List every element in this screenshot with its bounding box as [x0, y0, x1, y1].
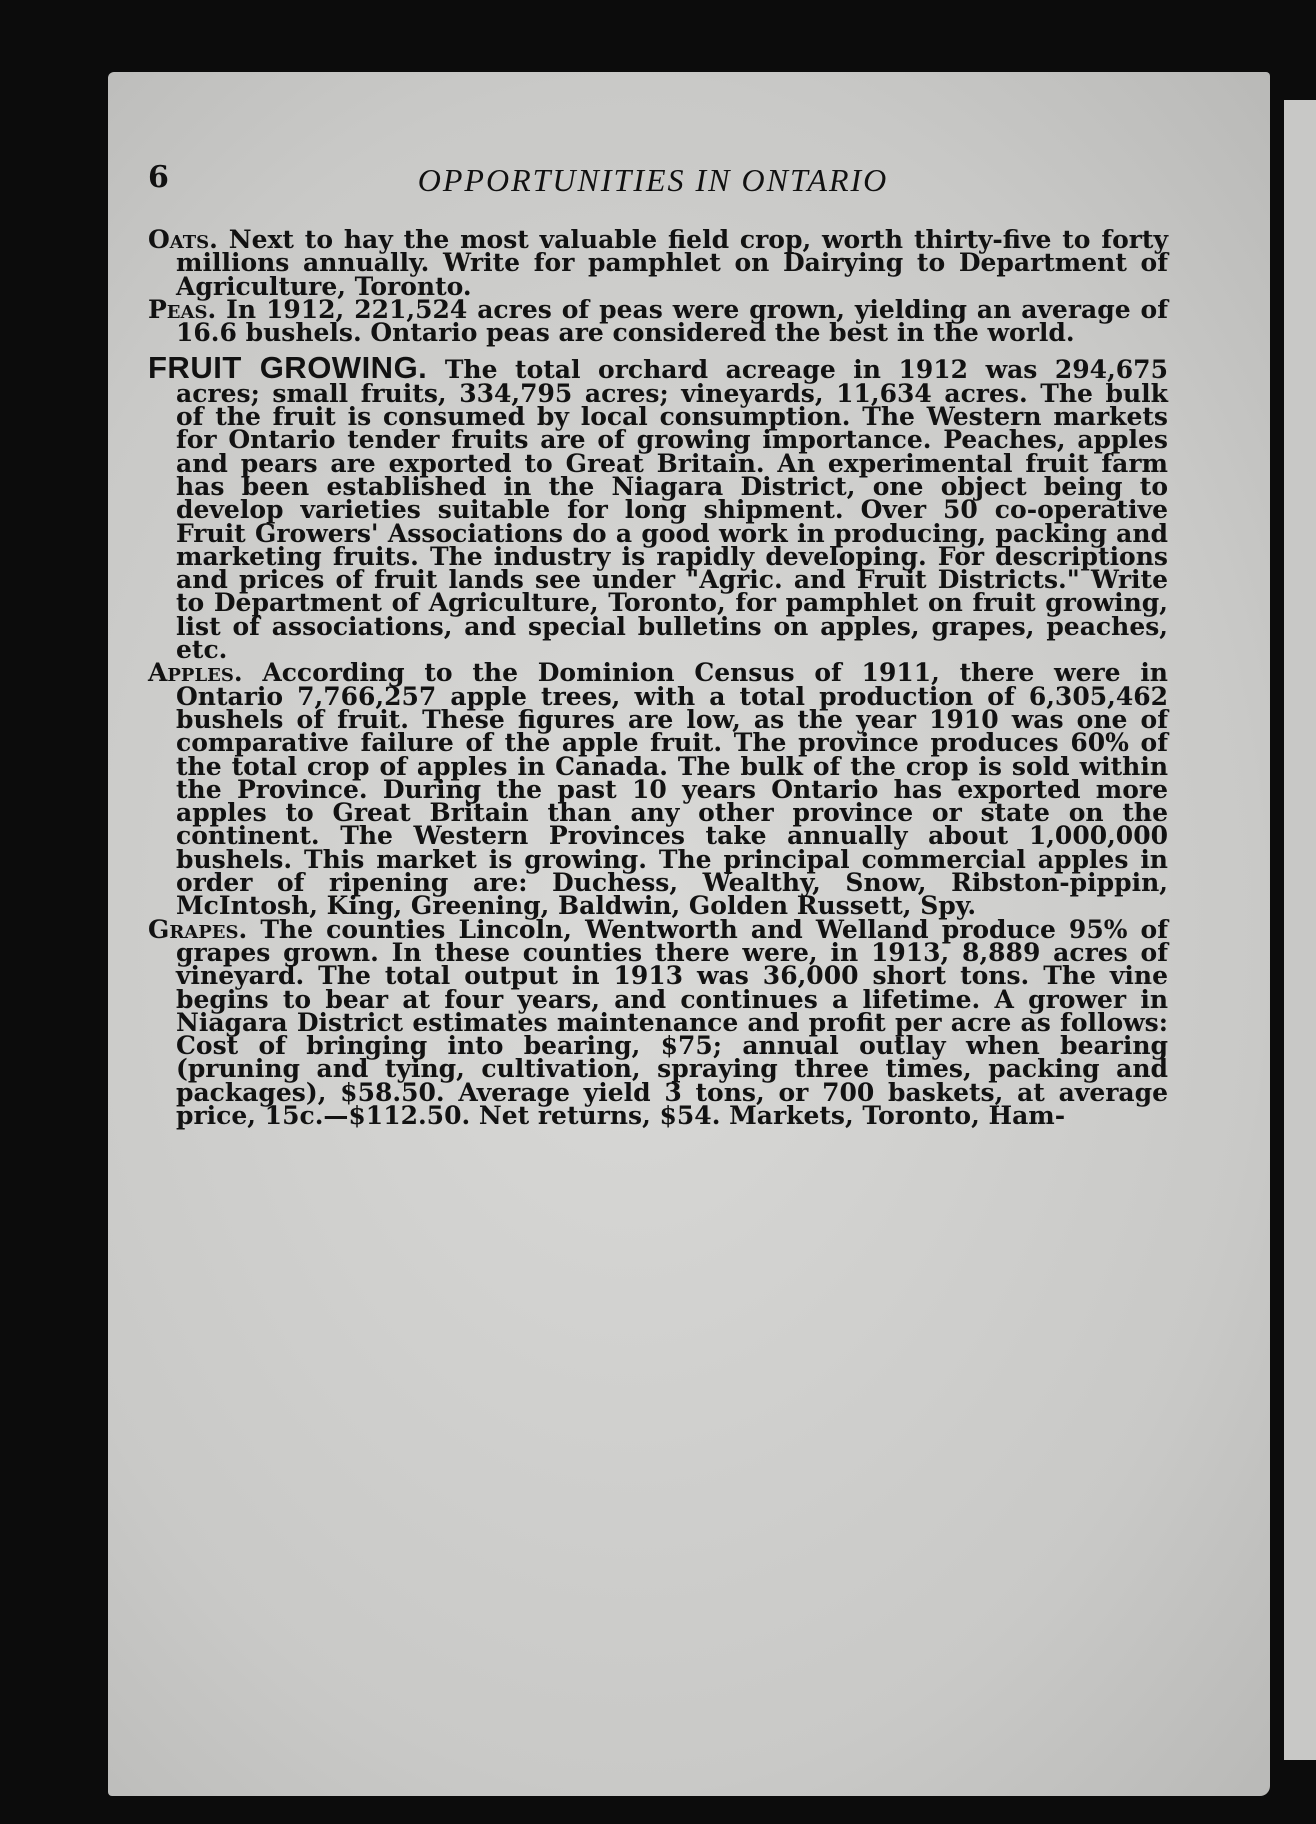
- entry-text: The total orchard acreage in 1912 was 294,675 acres; small fruits, 334,795 acres; vineyards, 11,634 acres. The bulk of the fruit is consumed by local consumption. The Western markets for Ontario tender fruits are of growing importance. Peaches, apples and pears are exported to Great Britain. An experimental fruit farm has been established in the Niagara District, one object being to develop varieties suitable for long shipment. Over 50 co-operative Fruit Growers' Associations do a good work in producing, packing and marketing fruits. The industry is rapidly developing. For descriptions and prices of fruit lands see under "Agric. and Fruit Districts." Write to Department of Agriculture, Toronto, for pamphlet on fruit growing, list of associations, and special bulletins on apples, grapes, peaches, etc.: [176, 355, 1168, 665]
- entry-apples: [148, 658, 1168, 921]
- entry-text: In 1912, 221,524 acres of peas were grown, yielding an average of 16.6 bushels. Ontario peas are considered the best in the world.: [176, 294, 1168, 348]
- facing-page-edge: [1284, 100, 1316, 1760]
- entry-text: According to the Dominion Census of 1911, there were in Ontario 7,766,257 apple trees, with a total production of 6,305,462 bushels of fruit. These figures are low, as the year 1910 was one of comparative failure of the apple fruit. The province produces 60% of the total crop of apples in Canada. The bulk of the crop is sold within the Province. During the past 10 years Ontario has exported more apples to Great Britain than any other province or state on the continent. The Western Provinces take annually about 1,000,000 bushels. This market is growing. The principal commercial apples in order of ripening are: Duchess, Wealthy, Snow, Ribston-pippin, McIntosh, King, Greening, Baldwin, Golden Russett, Spy.: [176, 658, 1168, 921]
- entry-grapes: [148, 914, 1168, 1130]
- page-header: [148, 160, 1158, 220]
- entry-heading: Oats.: [148, 225, 218, 254]
- entry-oats: [148, 225, 1168, 301]
- entry-heading: FRUIT GROWING.: [148, 350, 428, 386]
- entry-text: Next to hay the most valuable field crop, worth thirty-five to forty millions annually. Write for pamphlet on Dairying to Department of Agriculture, Toronto.: [176, 225, 1168, 301]
- entry-heading: Apples.: [148, 658, 243, 688]
- running-title: OPPORTUNITIES IN ONTARIO: [417, 162, 889, 198]
- entry-text: The counties Lincoln, Wentworth and Welland produce 95% of grapes grown. In these counties there were, in 1913, 8,889 acres of vineyard. The total output in 1913 was 36,000 short tons. The vine begins to bear at four years, and continues a lifetime. A grower in Niagara District estimates maintenance and profit per acre as follows: Cost of bringing into bearing, $75; annual outlay when bearing (pruning and tying, cultivation, spraying three times, packing and packages), $58.50. Average yield 3 tons, or 700 baskets, at average price, 15c.—$112.50. Net returns, $54. Markets, Toronto, Ham-: [176, 914, 1168, 1130]
- entry-peas: [148, 294, 1168, 348]
- entry-fruit-growing: [148, 350, 1168, 665]
- page-number: 6: [148, 160, 169, 195]
- entry-heading: Grapes.: [148, 914, 248, 944]
- page-body: [148, 225, 1168, 1130]
- entry-heading: Peas.: [148, 294, 217, 324]
